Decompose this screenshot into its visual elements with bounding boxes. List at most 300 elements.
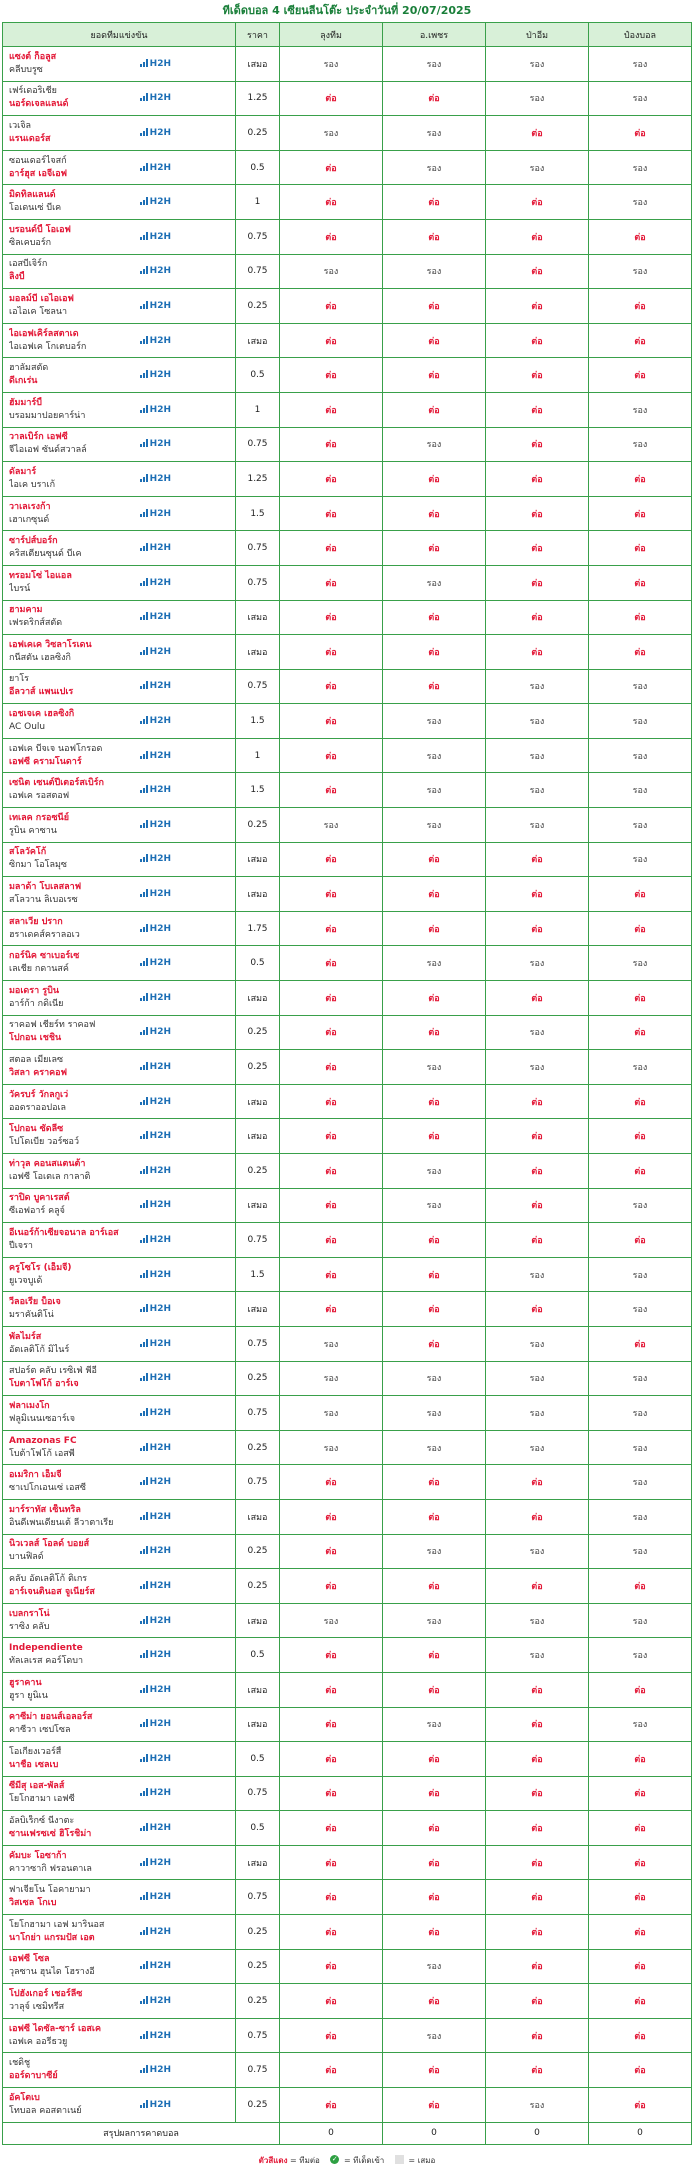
pick-underdog: รอง [426,1408,442,1419]
h2h-link[interactable] [140,1581,171,1591]
h2h-link[interactable] [140,785,171,795]
h2h-link[interactable] [140,578,171,588]
pick-underdog: รอง [426,163,442,174]
pick-favorite: ต่อ [531,1789,543,1800]
home-team: สปอร์ต คลับ เรซิเฟ่ พีอี [9,1366,97,1377]
price-cell: เสมอ [236,1707,280,1742]
table-row [3,1292,692,1327]
table-row [3,254,692,289]
pick-underdog: รอง [632,59,648,70]
home-team: บรอนด์บี้ โอเอฟ [9,224,71,235]
h2h-label: H2H [149,577,171,588]
match-cell [3,1672,236,1707]
h2h-link[interactable] [140,474,171,484]
table-row [3,496,692,531]
home-team: Independiente [9,1643,83,1654]
home-team: เอฟซี ไดซัล-ซาร์ เอสเค [9,2023,102,2034]
away-team: นาโกย่า แกรมปัส เอต [9,1932,95,1943]
match-cell [3,1984,236,2019]
pick-cell-tipster-1 [280,1776,383,1811]
pick-cell-tipster-4 [589,1050,692,1085]
h2h-label: H2H [149,1304,171,1315]
pick-cell-tipster-3 [486,1638,589,1673]
pick-favorite: ต่อ [428,1097,440,1108]
pick-underdog: รอง [529,1028,545,1039]
pick-favorite: ต่อ [325,2031,337,2042]
h2h-link[interactable] [140,1512,171,1522]
pick-favorite: ต่อ [428,509,440,520]
h2h-link[interactable] [140,405,171,415]
pick-cell-tipster-4 [589,1915,692,1950]
bar-chart-icon [140,820,148,828]
price-cell: 0.25 [236,1361,280,1396]
h2h-label: H2H [149,1200,171,1211]
match-cell [3,1154,236,1189]
h2h-link[interactable] [140,1027,171,1037]
match-cell [3,427,236,462]
h2h-label: H2H [149,162,171,173]
pick-favorite: ต่อ [634,1997,646,2008]
pick-cell-tipster-1 [280,289,383,324]
h2h-label: H2H [149,923,171,934]
pick-cell-tipster-2 [383,427,486,462]
table-row [3,462,692,497]
pick-cell-tipster-2 [383,1603,486,1638]
pick-favorite: ต่อ [634,301,646,312]
h2h-label: H2H [149,404,171,415]
h2h-link[interactable] [140,543,171,553]
pick-cell-tipster-2 [383,1776,486,1811]
table-row [3,946,692,981]
home-team: วาลเบิร์ก เอฟซี [9,432,68,443]
home-team: ซีมีสุ เอส-พัลส์ [9,1781,65,1792]
pick-cell-tipster-2 [383,1569,486,1604]
h2h-link[interactable] [140,1131,171,1141]
pick-favorite: ต่อ [634,544,646,555]
bar-chart-icon [140,1027,148,1035]
h2h-link[interactable] [140,854,171,864]
h2h-link[interactable] [140,1892,171,1902]
pick-cell-tipster-2 [383,1430,486,1465]
pick-cell-tipster-1 [280,1361,383,1396]
price-cell: 0.25 [236,808,280,843]
home-team: ไอเอฟเคิร์ลสตาเด [9,328,79,339]
h2h-label: H2H [149,1373,171,1384]
h2h-link[interactable] [140,1961,171,1971]
pick-cell-tipster-2 [383,531,486,566]
bar-chart-icon [140,889,148,897]
pick-favorite: ต่อ [325,924,337,935]
pick-underdog: รอง [632,1374,648,1385]
h2h-link[interactable] [140,266,171,276]
h2h-link[interactable] [140,751,171,761]
h2h-link[interactable] [140,993,171,1003]
bar-chart-icon [140,2031,148,2039]
pick-favorite: ต่อ [325,578,337,589]
home-team: ท่าวุล คอนสแตนต้า [9,1158,86,1169]
h2h-link[interactable] [140,1408,171,1418]
h2h-link[interactable] [140,924,171,934]
bar-chart-icon [140,474,148,482]
table-row [3,1811,692,1846]
match-cell [3,254,236,289]
h2h-link[interactable] [140,716,171,726]
h2h-link[interactable] [140,1823,171,1833]
pick-underdog: รอง [632,820,648,831]
table-row [3,1430,692,1465]
pick-favorite: ต่อ [634,474,646,485]
pick-cell-tipster-1 [280,946,383,981]
pick-favorite: ต่อ [325,509,337,520]
pick-cell-tipster-4 [589,1672,692,1707]
bar-chart-icon [140,1927,148,1935]
pick-favorite: ต่อ [325,1547,337,1558]
pick-favorite: ต่อ [634,1893,646,1904]
price-cell: เสมอ [236,1672,280,1707]
pick-favorite: ต่อ [325,232,337,243]
pick-cell-tipster-3 [486,1672,589,1707]
pick-favorite: ต่อ [531,509,543,520]
h2h-link[interactable] [140,93,171,103]
h2h-link[interactable] [140,1858,171,1868]
pick-underdog: รอง [632,959,648,970]
table-row [3,1361,692,1396]
home-team: ฮัมมาร์บี้ [9,397,42,408]
pick-underdog: รอง [632,751,648,762]
away-team: แรนเดอร์ส [9,133,51,144]
price-cell: เสมอ [236,47,280,82]
h2h-link[interactable] [140,1477,171,1487]
table-row [3,358,692,393]
pick-favorite: ต่อ [531,1893,543,1904]
h2h-link[interactable] [140,889,171,899]
h2h-link[interactable] [140,59,171,69]
pick-underdog: รอง [632,786,648,797]
h2h-link[interactable] [140,1339,171,1349]
match-cell [3,2088,236,2123]
pick-cell-tipster-4 [589,1845,692,1880]
h2h-link[interactable] [140,2031,171,2041]
pick-underdog: รอง [426,1201,442,1212]
table-row [3,47,692,82]
table-row [3,1534,692,1569]
price-cell: 0.25 [236,1949,280,1984]
price-cell: 1.5 [236,773,280,808]
h2h-link[interactable] [140,820,171,830]
h2h-link[interactable] [140,197,171,207]
pick-cell-tipster-3 [486,981,589,1016]
price-cell: 1.5 [236,496,280,531]
price-cell: 0.75 [236,1880,280,1915]
table-row [3,427,692,462]
h2h-link[interactable] [140,958,171,968]
pick-cell-tipster-2 [383,47,486,82]
h2h-link[interactable] [140,301,171,311]
pick-cell-tipster-3 [486,565,589,600]
pick-cell-tipster-1 [280,427,383,462]
h2h-link[interactable] [140,1754,171,1764]
home-team: โปกอน ซัดลีซ [9,1124,64,1135]
pick-cell-tipster-4 [589,462,692,497]
pick-cell-tipster-4 [589,1326,692,1361]
pick-cell-tipster-1 [280,1465,383,1500]
pick-underdog: รอง [426,2031,442,2042]
away-team: เอฟเค ออรีธวยู [9,2036,68,2047]
pick-favorite: ต่อ [531,613,543,624]
h2h-link[interactable] [140,1443,171,1453]
pick-underdog: รอง [632,1305,648,1316]
pick-favorite: ต่อ [325,1201,337,1212]
h2h-link[interactable] [140,1616,171,1626]
h2h-link[interactable] [140,1546,171,1556]
price-cell: 1.5 [236,1257,280,1292]
pick-favorite: ต่อ [634,1235,646,1246]
bar-chart-icon [140,1685,148,1693]
pick-cell-tipster-1 [280,1188,383,1223]
h2h-link[interactable] [140,1996,171,2006]
h2h-link[interactable] [140,370,171,380]
pick-cell-tipster-3 [486,392,589,427]
pick-cell-tipster-2 [383,1949,486,1984]
away-team: อาร์ก้า กดิเนีย [9,998,64,1009]
pick-cell-tipster-2 [383,81,486,116]
pick-cell-tipster-3 [486,2053,589,2088]
table-row [3,704,692,739]
pick-cell-tipster-3 [486,219,589,254]
pick-cell-tipster-3 [486,773,589,808]
pick-underdog: รอง [529,786,545,797]
pick-favorite: ต่อ [634,232,646,243]
pick-favorite: ต่อ [325,2100,337,2111]
h2h-label: H2H [149,1269,171,1280]
away-team: จีไอเอฟ ซันด์สวาลล์ [9,445,87,456]
h2h-link[interactable] [140,336,171,346]
pick-cell-tipster-1 [280,531,383,566]
legend-fav-meaning: = ทีมต่อ [290,2155,320,2165]
pick-cell-tipster-4 [589,1569,692,1604]
h2h-link[interactable] [140,1166,171,1176]
pick-cell-tipster-4 [589,1499,692,1534]
pick-underdog: รอง [529,1063,545,1074]
pick-favorite: ต่อ [325,1063,337,1074]
h2h-link[interactable] [140,1373,171,1383]
away-team: ออดราออปอเล [9,1102,67,1113]
pick-cell-tipster-1 [280,635,383,670]
h2h-link[interactable] [140,612,171,622]
h2h-link[interactable] [140,439,171,449]
match-cell [3,565,236,600]
pick-cell-tipster-1 [280,150,383,185]
pick-favorite: ต่อ [634,371,646,382]
pick-favorite: ต่อ [325,440,337,451]
bar-chart-icon [140,1823,148,1831]
pick-favorite: ต่อ [531,1927,543,1938]
price-cell: 1.25 [236,81,280,116]
table-row [3,2088,692,2123]
bar-chart-icon [140,163,148,171]
h2h-link[interactable] [140,2065,171,2075]
pick-cell-tipster-2 [383,704,486,739]
table-row [3,1672,692,1707]
h2h-link[interactable] [140,1719,171,1729]
pick-underdog: รอง [529,1651,545,1662]
h2h-link[interactable] [140,1097,171,1107]
pick-cell-tipster-1 [280,669,383,704]
h2h-label: H2H [149,58,171,69]
home-team: Amazonas FC [9,1435,77,1446]
pick-cell-tipster-1 [280,81,383,116]
pick-favorite: ต่อ [634,924,646,935]
pick-cell-tipster-4 [589,531,692,566]
table-row [3,219,692,254]
away-team: เอฟเค รอสตอฟ [9,791,70,802]
table-row [3,1084,692,1119]
away-team: คลีบบรูซ [9,64,43,75]
h2h-label: H2H [149,2030,171,2041]
pick-cell-tipster-4 [589,81,692,116]
pick-cell-tipster-1 [280,1638,383,1673]
pick-favorite: ต่อ [325,751,337,762]
price-cell: 1.5 [236,704,280,739]
table-row [3,289,692,324]
pick-cell-tipster-2 [383,808,486,843]
pick-favorite: ต่อ [325,1166,337,1177]
h2h-link[interactable] [140,2100,171,2110]
price-cell: เสมอ [236,1292,280,1327]
h2h-link[interactable] [140,1650,171,1660]
pick-cell-tipster-4 [589,1430,692,1465]
pick-cell-tipster-3 [486,1742,589,1777]
pick-favorite: ต่อ [428,1893,440,1904]
h2h-link[interactable] [140,1788,171,1798]
pick-cell-tipster-2 [383,946,486,981]
bar-chart-icon [140,1858,148,1866]
pick-cell-tipster-3 [486,600,589,635]
pick-underdog: รอง [529,1443,545,1454]
price-cell: เสมอ [236,1603,280,1638]
match-cell [3,981,236,1016]
pick-favorite: ต่อ [325,1685,337,1696]
h2h-link[interactable] [140,128,171,138]
pick-favorite: ต่อ [428,613,440,624]
h2h-label: H2H [149,785,171,796]
header-tipster-4: ป๋องบอล [589,23,692,47]
price-cell: เสมอ [236,1119,280,1154]
h2h-label: H2H [149,1684,171,1695]
h2h-link[interactable] [140,647,171,657]
summary-tipster-1: 0 [280,2122,383,2144]
pick-cell-tipster-1 [280,2088,383,2123]
pick-underdog: รอง [632,1651,648,1662]
pick-cell-tipster-1 [280,1326,383,1361]
page-title: ทีเด็ดบอล 4 เซียนลีนโต๊ะ ประจำวันที่ 20/07/2025 [222,4,472,17]
pick-cell-tipster-3 [486,2018,589,2053]
pick-favorite: ต่อ [634,1581,646,1592]
pick-cell-tipster-3 [486,704,589,739]
pick-cell-tipster-4 [589,1015,692,1050]
h2h-link[interactable] [140,1200,171,1210]
home-team: แซงต์ ก็อลูส [9,51,57,62]
pick-favorite: ต่อ [325,890,337,901]
pick-favorite: ต่อ [428,1235,440,1246]
pick-cell-tipster-2 [383,254,486,289]
match-cell [3,2053,236,2088]
h2h-link[interactable] [140,163,171,173]
table-row [3,1776,692,1811]
home-team: วีลอเรีย บ็อเจ [9,1297,61,1308]
pick-favorite: ต่อ [634,1097,646,1108]
pick-cell-tipster-3 [486,462,589,497]
h2h-label: H2H [149,508,171,519]
pick-favorite: ต่อ [325,1858,337,1869]
pick-favorite: ต่อ [531,1754,543,1765]
home-team: มาร์ราทัส เซ็นทริล [9,1504,81,1515]
summary-tipster-4: 0 [589,2122,692,2144]
h2h-label: H2H [149,1407,171,1418]
h2h-link[interactable] [140,681,171,691]
h2h-link[interactable] [140,1062,171,1072]
price-cell: เสมอ [236,1845,280,1880]
pick-cell-tipster-1 [280,773,383,808]
home-team: เวเจิล [9,120,31,131]
match-cell [3,289,236,324]
h2h-link[interactable] [140,1270,171,1280]
h2h-link[interactable] [140,232,171,242]
pick-cell-tipster-2 [383,358,486,393]
pick-cell-tipster-2 [383,1292,486,1327]
pick-cell-tipster-1 [280,116,383,151]
h2h-link[interactable] [140,509,171,519]
home-team: ราปิด บูคาเรสต์ [9,1193,70,1204]
pick-favorite: ต่อ [325,1512,337,1523]
pick-cell-tipster-2 [383,1223,486,1258]
h2h-link[interactable] [140,1235,171,1245]
pick-cell-tipster-2 [383,1119,486,1154]
away-team: โปกอน เชชิน [9,1033,62,1044]
pick-cell-tipster-2 [383,877,486,912]
price-cell: 0.75 [236,1396,280,1431]
h2h-link[interactable] [140,1685,171,1695]
pick-cell-tipster-2 [383,1396,486,1431]
h2h-label: H2H [149,1338,171,1349]
h2h-link[interactable] [140,1927,171,1937]
price-cell: 0.25 [236,1534,280,1569]
table-row [3,1915,692,1950]
away-team: บรอมมาปอยคาร์น่า [9,410,86,421]
pick-favorite: ต่อ [531,2031,543,2042]
match-cell [3,911,236,946]
match-cell [3,808,236,843]
pick-cell-tipster-4 [589,981,692,1016]
h2h-link[interactable] [140,1304,171,1314]
bar-chart-icon [140,1996,148,2004]
away-team: วาลุจ์ เซมิทรีส [9,2002,65,2013]
price-cell: 1 [236,185,280,220]
table-row [3,1465,692,1500]
pick-cell-tipster-4 [589,219,692,254]
pick-cell-tipster-3 [486,1984,589,2019]
pick-underdog: รอง [323,128,339,139]
pick-underdog: รอง [529,1408,545,1419]
pick-favorite: ต่อ [428,336,440,347]
bar-chart-icon [140,1961,148,1969]
pick-favorite: ต่อ [325,855,337,866]
pick-cell-tipster-4 [589,392,692,427]
pick-underdog: รอง [529,682,545,693]
pick-cell-tipster-1 [280,47,383,82]
table-row [3,1326,692,1361]
pick-underdog: รอง [426,59,442,70]
